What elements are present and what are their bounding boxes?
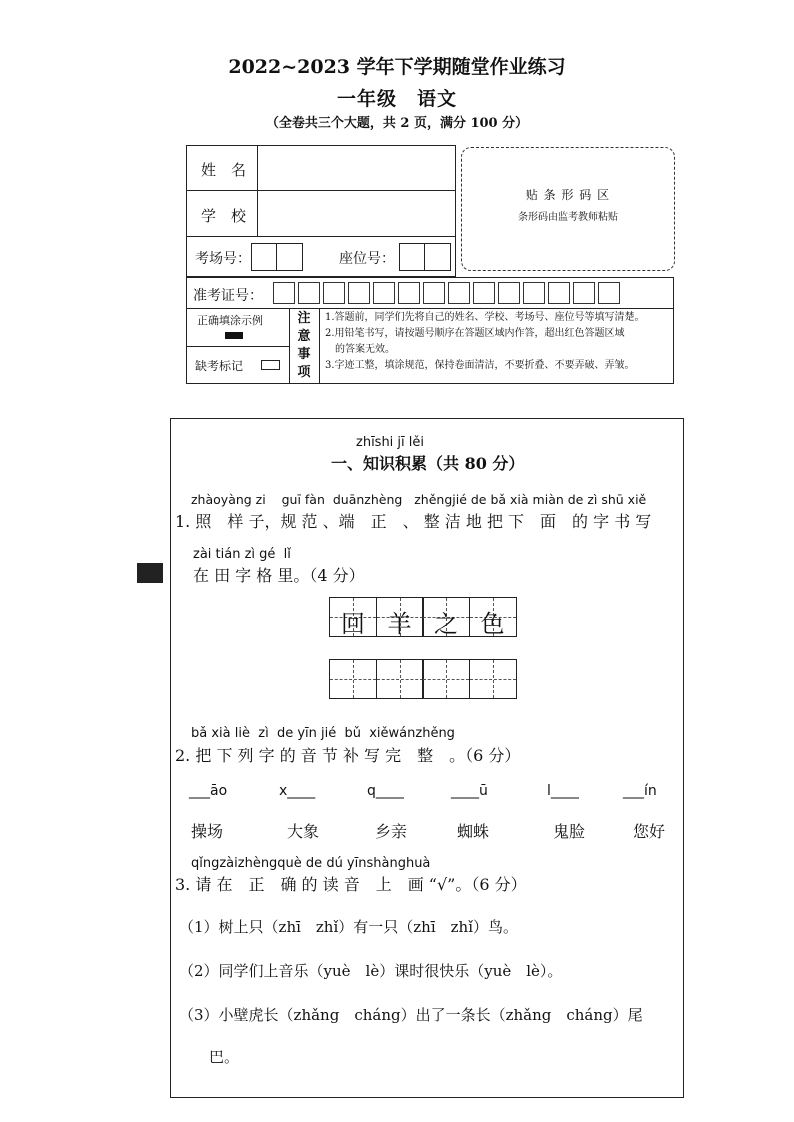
q3-line: 3. 请 在 正 确 的 读 音 上 画 “√”。（6 分） [175,875,527,894]
sample-grid [329,597,515,637]
pinyin-blank[interactable]: ____ū [451,783,488,799]
school-label: 学 校 [201,207,247,225]
notice-text [325,310,670,374]
section1-pinyin: zhīshi jī lěi [356,435,425,450]
sample-char: 之 [434,610,458,638]
seat-number-field[interactable] [399,243,451,271]
absent-checkbox[interactable] [261,360,280,370]
alignment-marker [137,563,163,583]
q2-word: 蜘蛛 [457,822,490,841]
school-field[interactable] [257,190,456,237]
q2-word: 您好 [633,822,666,841]
sample-cell [376,597,424,637]
q1-pinyin-1: zhàoyàng zi guī fàn duānzhèng zhěngjié de bǎ xià miàn de zì shū xiě [191,492,647,507]
info-table [186,145,456,237]
q2-word: 鬼脸 [553,822,586,841]
notice-label-cell [289,308,320,384]
notice-line-1: 1.答题前，同学们先将自己的姓名、学校、考场号、座位号等填写清楚。 [325,312,645,323]
name-label-cell [186,145,258,191]
pinyin-blank[interactable]: ___ín [623,783,657,799]
q3-item-2: （2）同学们上音乐（yuè lè）课时很快乐（yuè lè）。 [179,962,563,980]
exam-subtitle: 一年级 语文 [336,88,457,110]
absent-cell [187,346,290,383]
q2-word: 大象 [287,822,320,841]
sample-char: 羊 [387,610,412,638]
ticket-label: 准考证号： [193,288,263,304]
pinyin-blank[interactable]: x____ [279,783,316,799]
filled-mark-sample [225,332,243,339]
barcode-title: 贴 条 形 码 区 [525,188,611,202]
room-number-field[interactable] [251,243,303,271]
section1-title: 一、知识积累（共 80 分） [331,454,525,473]
writing-grid[interactable] [329,659,515,699]
sample-cell [469,597,517,637]
q3-item-3: （3）小壁虎长（zhǎng cháng）出了一条长（zhǎng cháng）尾 [179,1006,643,1024]
writing-cell[interactable] [469,659,517,699]
notice-line-2: 2.用铅笔书写，请按题号顺序在答题区域内作答，超出红色答题区域 [325,328,625,339]
absent-label: 缺考标记 [195,359,244,373]
notice-line-4: 3.字迹工整，填涂规范，保持卷面清洁，不要折叠、不要弄破、弄皱。 [325,360,635,371]
writing-cell[interactable] [329,659,377,699]
school-label-cell [186,190,258,237]
q2-pinyin: bǎ xià liè zì de yīn jié bǔ xiěwánzhěng [191,726,455,741]
pinyin-blank[interactable]: ___āo [189,783,228,799]
room-seat-row [186,237,456,277]
seat-label: 座位号： [339,251,395,267]
q3-item-3-cont: 巴。 [209,1048,240,1066]
q1-pinyin-2: zài tián zì gé lǐ [193,547,291,562]
barcode-subtitle: 条形码由监考教师粘贴 [518,212,618,223]
sample-cell [329,597,377,637]
exam-title: 2022~2023 学年下学期随堂作业练习 [228,56,566,78]
fill-example-label: 正确填涂示例 [197,314,263,327]
exam-note: （全卷共三个大题，共 2 页，满分 100 分） [265,116,529,131]
notes-row [186,308,674,384]
barcode-area [461,147,675,271]
name-label: 姓 名 [201,161,247,179]
name-field[interactable] [257,145,456,191]
writing-cell[interactable] [422,659,470,699]
q1-line-2: 在 田 字 格 里。（4 分） [193,566,365,585]
writing-cell[interactable] [376,659,424,699]
pinyin-blank[interactable]: q____ [367,783,404,799]
q1-line-1: 1. 照 样 子，规 范 、端 正 、 整 洁 地 把 下 面 的 字 书 写 [175,512,652,531]
q3-item-1: （1）树上只（zhī zhǐ）有一只（zhī zhǐ）鸟。 [179,918,518,936]
notice-line-3: 的答案无效。 [325,344,395,355]
room-label: 考场号： [195,251,251,267]
sample-char: 色 [480,610,505,638]
fill-example-cell [187,308,290,347]
q2-line: 2. 把 下 列 字 的 音 节 补 写 完 整 。（6 分） [175,746,521,765]
q2-word: 操场 [191,822,224,841]
notice-label: 注意事项 [297,311,311,380]
sample-cell [422,597,470,637]
q3-pinyin: qǐngzàizhèngquè de dú yīnshànghuà [191,856,431,871]
q2-word: 乡亲 [375,822,408,841]
sample-char: 回 [341,610,365,638]
ticket-number-field[interactable] [273,280,619,306]
ticket-row [186,277,674,309]
pinyin-blank[interactable]: l____ [547,783,579,799]
answer-frame [170,418,684,1098]
